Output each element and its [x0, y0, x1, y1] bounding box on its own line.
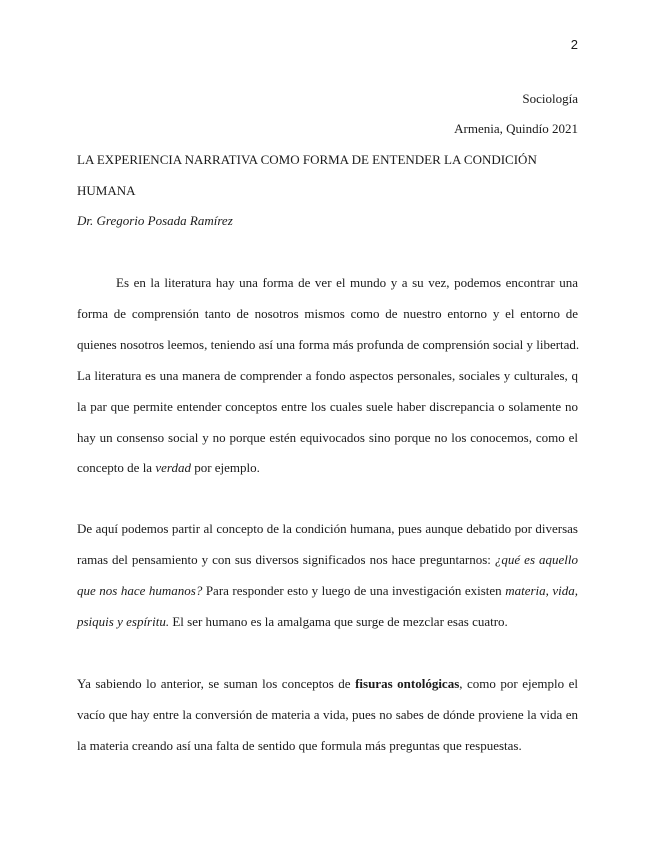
p1-l7-verdad: verdad — [155, 460, 191, 475]
author-name — [77, 213, 233, 229]
document-title-line2: HUMANA — [77, 183, 136, 198]
paragraph-3-line-1 — [77, 676, 578, 692]
paragraph-3-line-3: la materia creando así una falta de sentido que formula más preguntas que respuestas. — [77, 738, 522, 753]
paragraph-1-line-3: quienes nosotros leemos, teniendo así una forma más profunda de comprensión social y libertad. — [77, 337, 580, 352]
paragraph-2-line-3 — [77, 583, 578, 599]
paragraph-1-line-7 — [77, 460, 260, 476]
p2-l2-question: ¿qué es aquello — [494, 552, 578, 567]
paragraph-2-line-4 — [77, 614, 508, 630]
p1-l7-c: por ejemplo. — [190, 460, 260, 475]
paragraph-1-line-5: la par que permite entender conceptos entre los cuales suele haber discrepancia o solamente no — [77, 399, 578, 414]
header-place-date: Armenia, Quindío 2021 — [454, 121, 578, 136]
header-subject: Sociología — [522, 91, 578, 106]
p2-l2-a: ramas del pensamiento y con sus diversos significados nos hace preguntarnos: — [77, 552, 495, 567]
p3-l1-c: , como por ejemplo el — [459, 676, 579, 691]
p1-l7-a: concepto de la — [77, 460, 156, 475]
author-text: Dr. Gregorio Posada Ramírez — [77, 213, 233, 228]
p2-l3-b: Para responder esto y luego de una investigación existen — [202, 583, 506, 598]
p3-l1-bold: fisuras ontológicas — [355, 676, 460, 691]
paragraph-2-line-1: De aquí podemos partir al concepto de la condición humana, pues aunque debatido por diversas — [77, 521, 578, 536]
paragraph-3-line-2: vacío que hay entre la conversión de materia a vida, pues no sabes de dónde proviene la vida en — [77, 707, 578, 722]
page-number: 2 — [570, 37, 578, 52]
p2-l4-terms: psiquis y espíritu. — [77, 614, 170, 629]
paragraph-1-line-1: Es en la literatura hay una forma de ver el mundo y a su vez, podemos encontrar una — [116, 275, 578, 290]
paragraph-1-line-2: forma de comprensión tanto de nosotros mismos como de nuestro entorno y el entorno de — [77, 306, 578, 321]
p3-l1-a: Ya sabiendo lo anterior, se suman los conceptos de — [77, 676, 356, 691]
paragraph-1-line-6: hay un consenso social y no porque estén equivocados sino porque no los conocemos, como el — [77, 430, 578, 445]
p2-l4-b: El ser humano es la amalgama que surge de mezclar esas cuatro. — [169, 614, 508, 629]
p2-l3-question: que nos hace humanos? — [77, 583, 203, 598]
document-title: LA EXPERIENCIA NARRATIVA COMO FORMA DE ENTENDER LA CONDICIÓN — [77, 152, 537, 167]
paragraph-1-line-4: La literatura es una manera de comprender a fondo aspectos personales, sociales y culturales, q — [77, 368, 578, 383]
paragraph-2-line-2 — [77, 552, 578, 568]
p2-l3-terms: materia, vida, — [505, 583, 579, 598]
